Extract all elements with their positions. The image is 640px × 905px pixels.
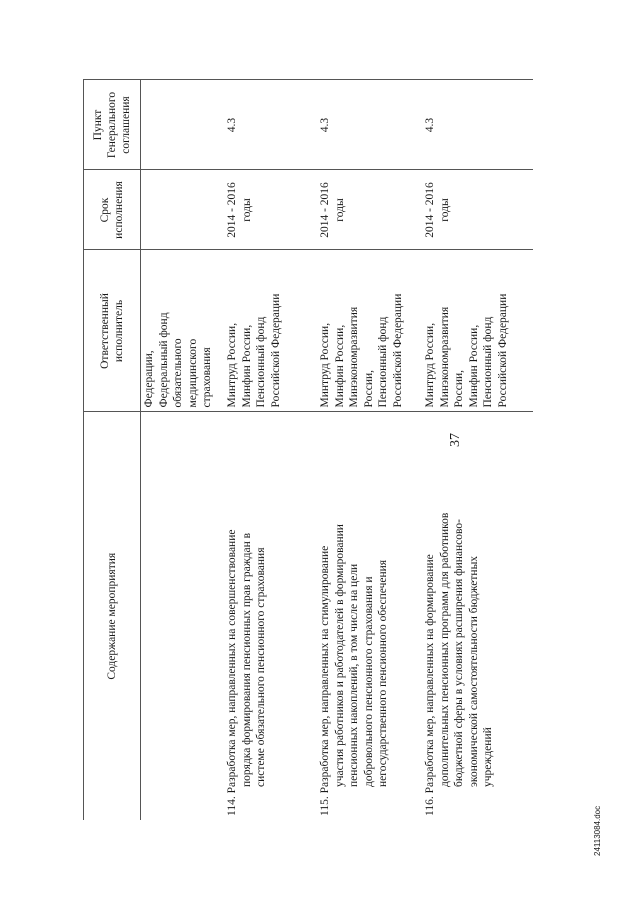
measure-text: экономической самостоятельности бюджетных bbox=[467, 555, 480, 787]
continuation-responsible-cell bbox=[141, 250, 225, 412]
measure-text: негосударственного пенсионного обеспечения bbox=[377, 559, 389, 787]
table-header-row bbox=[84, 80, 141, 820]
term-years: 2014 - 2016 bbox=[226, 182, 238, 238]
clause-cell bbox=[224, 80, 317, 170]
header-term bbox=[84, 170, 141, 250]
measure-text: учреждений bbox=[482, 727, 494, 787]
term-unit: годы bbox=[240, 198, 253, 222]
header-responsible bbox=[84, 250, 141, 412]
measure-number: 115. bbox=[319, 796, 331, 816]
term-unit: годы bbox=[438, 198, 451, 222]
measure-text: пенсионных накоплений, в том числе на цели bbox=[348, 563, 360, 787]
rotated-document-page bbox=[0, 78, 640, 858]
responsible-line: Минфин России, bbox=[240, 324, 253, 408]
measure-text: добровольного пенсионного страхования и bbox=[362, 576, 375, 787]
responsible-line: Пенсионный фонд bbox=[255, 316, 267, 408]
measure-content-cell bbox=[317, 412, 422, 820]
header-responsible-line-2: исполнитель bbox=[113, 299, 125, 363]
measure-text: участия работников и работодателей в формировании bbox=[333, 524, 346, 787]
measure-text: Разработка мер, направленных на совершенствование bbox=[226, 529, 238, 794]
measure-text: Разработка мер, направленных на стимулирование bbox=[319, 545, 331, 794]
term-cell bbox=[317, 170, 422, 250]
measure-first-line bbox=[318, 417, 333, 817]
responsible-line: Российской Федерации bbox=[496, 293, 509, 408]
responsible-line: России, bbox=[453, 369, 465, 408]
header-term-line-2: исполнения bbox=[113, 181, 125, 239]
responsible-line: России, bbox=[362, 369, 375, 408]
term-cell bbox=[422, 170, 533, 250]
responsible-line: Минфин России, bbox=[467, 324, 480, 408]
table-row bbox=[317, 80, 422, 820]
clause-number: 4.3 bbox=[226, 117, 238, 133]
responsible-line: Российской Федерации bbox=[391, 293, 404, 408]
responsible-line: обязательного bbox=[172, 338, 184, 408]
header-clause-line-2: Генерального bbox=[106, 91, 118, 159]
responsible-cell bbox=[224, 250, 317, 412]
document-file-name: 24113084.doc bbox=[593, 805, 602, 856]
term-years: 2014 - 2016 bbox=[319, 182, 331, 238]
measure-text: дополнительных пенсионных программ для работников bbox=[438, 512, 451, 787]
clause-number: 4.3 bbox=[319, 117, 331, 133]
clause-cell bbox=[422, 80, 533, 170]
responsible-line: Минфин России, bbox=[333, 324, 346, 408]
responsible-line: медицинского bbox=[186, 338, 199, 408]
header-clause-line-3: соглашения bbox=[120, 96, 132, 154]
responsible-line: Пенсионный фонд bbox=[377, 316, 389, 408]
measure-text: бюджетной сферы в условиях расширения финансово- bbox=[453, 519, 465, 787]
responsible-cell bbox=[422, 250, 533, 412]
header-clause bbox=[84, 80, 141, 170]
measures-table bbox=[83, 80, 533, 821]
table-row bbox=[422, 80, 533, 820]
header-clause-line-1: Пункт bbox=[92, 109, 104, 141]
continuation-content-cell bbox=[141, 412, 225, 820]
table-row bbox=[224, 80, 317, 820]
page-number: 37 bbox=[448, 433, 463, 447]
responsible-line: Пенсионный фонд bbox=[482, 316, 494, 408]
clause-cell bbox=[317, 80, 422, 170]
term-years: 2014 - 2016 bbox=[424, 182, 436, 238]
measure-text: порядка формирования пенсионных прав граждан в bbox=[240, 532, 253, 787]
continuation-term-cell bbox=[141, 170, 225, 250]
measure-first-line bbox=[423, 417, 438, 817]
header-term-line-1: Срок bbox=[99, 197, 111, 223]
responsible-line: Минтруд России, bbox=[424, 322, 436, 408]
term-unit: годы bbox=[333, 198, 346, 222]
responsible-line: страхования bbox=[201, 347, 213, 408]
header-responsible-line-1: Ответственный bbox=[99, 293, 111, 369]
responsible-line: Минэкономразвития bbox=[348, 306, 360, 408]
responsible-cell bbox=[317, 250, 422, 412]
measure-content-cell bbox=[224, 412, 317, 820]
clause-number: 4.3 bbox=[424, 117, 436, 133]
measure-content-cell bbox=[422, 412, 533, 820]
continuation-clause-cell bbox=[141, 80, 225, 170]
responsible-line: Российской Федерации bbox=[269, 293, 282, 408]
table-row-continuation bbox=[141, 80, 225, 820]
responsible-line: Минтруд России, bbox=[226, 322, 238, 408]
header-content bbox=[84, 412, 141, 820]
measure-number: 114. bbox=[226, 796, 238, 816]
term-cell bbox=[224, 170, 317, 250]
measure-text: системе обязательного пенсионного страхования bbox=[255, 547, 267, 787]
measure-first-line bbox=[225, 417, 240, 817]
responsible-line: Минэкономразвития bbox=[438, 306, 451, 408]
responsible-line: Федеральный фонд bbox=[157, 312, 170, 408]
header-content-label: Содержание мероприятия bbox=[106, 552, 118, 680]
responsible-line: Федерации, bbox=[143, 350, 155, 408]
measure-text: Разработка мер, направленных на формирование bbox=[424, 554, 436, 794]
responsible-line: Минтруд России, bbox=[319, 322, 331, 408]
measure-number: 116. bbox=[424, 796, 436, 816]
